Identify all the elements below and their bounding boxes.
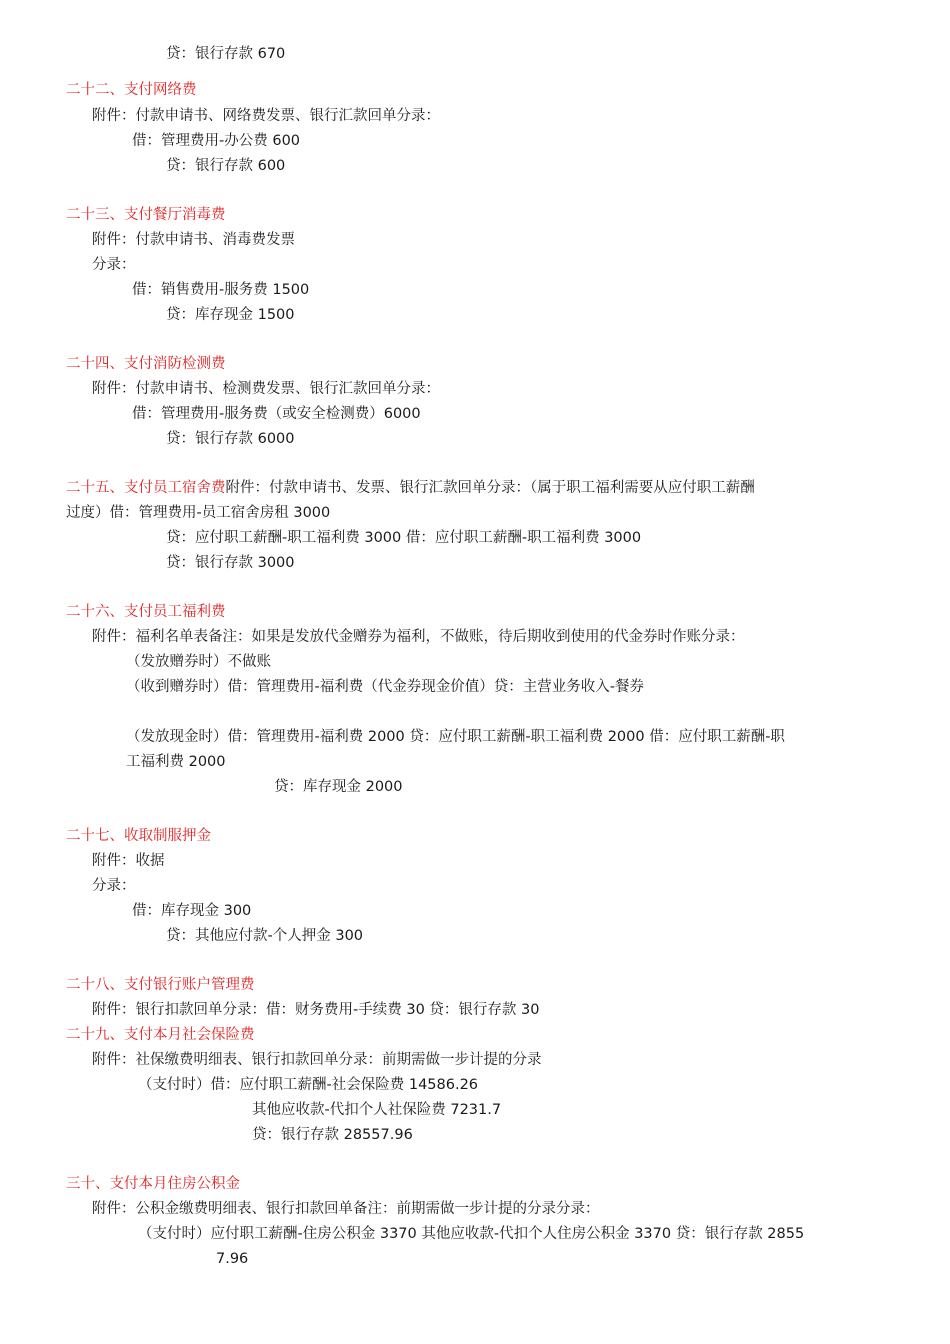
section-26-cash-line-2: 工福利费 2000: [126, 754, 226, 770]
section-25-attachments: 附件：付款申请书、发票、银行汇款回单分录：（属于职工福利需要从应付职工薪酬: [225, 480, 755, 496]
section-27-credit: 贷：其他应付款-个人押金 300: [166, 928, 364, 944]
section-23-entry-label: 分录：: [92, 257, 136, 273]
section-30-pay-line-2: 7.96: [216, 1251, 249, 1267]
section-24-debit: 借：管理费用-服务费（或安全检测费）6000: [132, 406, 421, 422]
section-26-heading: 二十六、支付员工福利费: [66, 604, 226, 620]
section-25-credit: 贷：银行存款 3000: [166, 555, 295, 571]
section-30-pay-line-1: （支付时）应付职工薪酬-住房公积金 3370 其他应收款-代扣个人住房公积金 3370 贷：银行存款 2855: [138, 1226, 805, 1242]
section-27-entry-label: 分录：: [92, 878, 136, 894]
section-28-attachments: 附件：银行扣款回单分录：借：财务费用-手续费 30 贷：银行存款 30: [92, 1002, 540, 1018]
section-25-credit-debit: 贷：应付职工薪酬-职工福利费 3000 借：应付职工薪酬-职工福利费 3000: [166, 530, 642, 546]
section-29-attachments: 附件：社保缴费明细表、银行扣款回单分录：前期需做一步计提的分录: [92, 1052, 542, 1068]
section-27-debit: 借：库存现金 300: [132, 903, 252, 919]
section-24-attachments: 附件：付款申请书、检测费发票、银行汇款回单分录：: [92, 381, 440, 397]
section-29-heading: 二十九、支付本月社会保险费: [66, 1027, 255, 1043]
section-26-attachments: 附件：福利名单表备注：如果是发放代金赠券为福利，不做账，待后期收到使用的代金券时作账分录：: [92, 629, 745, 645]
section-29-debit-2: 其他应收款-代扣个人社保险费 7231.7: [252, 1102, 502, 1118]
section-23-credit: 贷：库存现金 1500: [166, 307, 295, 323]
section-24-credit: 贷：银行存款 6000: [166, 431, 295, 447]
section-27-attachments: 附件：收据: [92, 853, 165, 869]
section-23-heading: 二十三、支付餐厅消毒费: [66, 207, 226, 223]
section-27-heading: 二十七、收取制服押金: [66, 828, 211, 844]
section-25-line-1: [66, 478, 755, 498]
section-22-heading: 二十二、支付网络费: [66, 82, 197, 98]
section-30-attachments: 附件：公积金缴费明细表、银行扣款回单备注：前期需做一步计提的分录分录：: [92, 1201, 600, 1217]
section-25-debit: 过度）借：管理费用-员工宿舍房租 3000: [66, 505, 331, 521]
top-credit-line: 贷：银行存款 670: [166, 46, 286, 62]
section-29-credit: 贷：银行存款 28557.96: [252, 1127, 413, 1143]
section-23-attachments: 附件：付款申请书、消毒费发票: [92, 232, 295, 248]
section-22-attachments: 附件：付款申请书、网络费发票、银行汇款回单分录：: [92, 108, 440, 124]
section-26-issue-voucher: （发放赠券时）不做账: [126, 654, 271, 670]
section-26-cash-line-1: （发放现金时）借：管理费用-福利费 2000 贷：应付职工薪酬-职工福利费 2000 借：应付职工薪酬-职: [126, 729, 785, 745]
section-22-credit: 贷：银行存款 600: [166, 158, 286, 174]
section-23-debit: 借：销售费用-服务费 1500: [132, 282, 310, 298]
section-26-cash-credit: 贷：库存现金 2000: [274, 779, 403, 795]
section-28-heading: 二十八、支付银行账户管理费: [66, 977, 255, 993]
section-24-heading: 二十四、支付消防检测费: [66, 356, 226, 372]
section-29-debit-1: （支付时）借：应付职工薪酬-社会保险费 14586.26: [138, 1077, 479, 1093]
section-22-debit: 借：管理费用-办公费 600: [132, 133, 301, 149]
section-26-receive-voucher: （收到赠券时）借：管理费用-福利费（代金券现金价值）贷：主营业务收入-餐券: [126, 679, 644, 695]
section-25-heading: 二十五、支付员工宿舍费: [66, 480, 226, 496]
section-30-heading: 三十、支付本月住房公积金: [66, 1176, 240, 1192]
